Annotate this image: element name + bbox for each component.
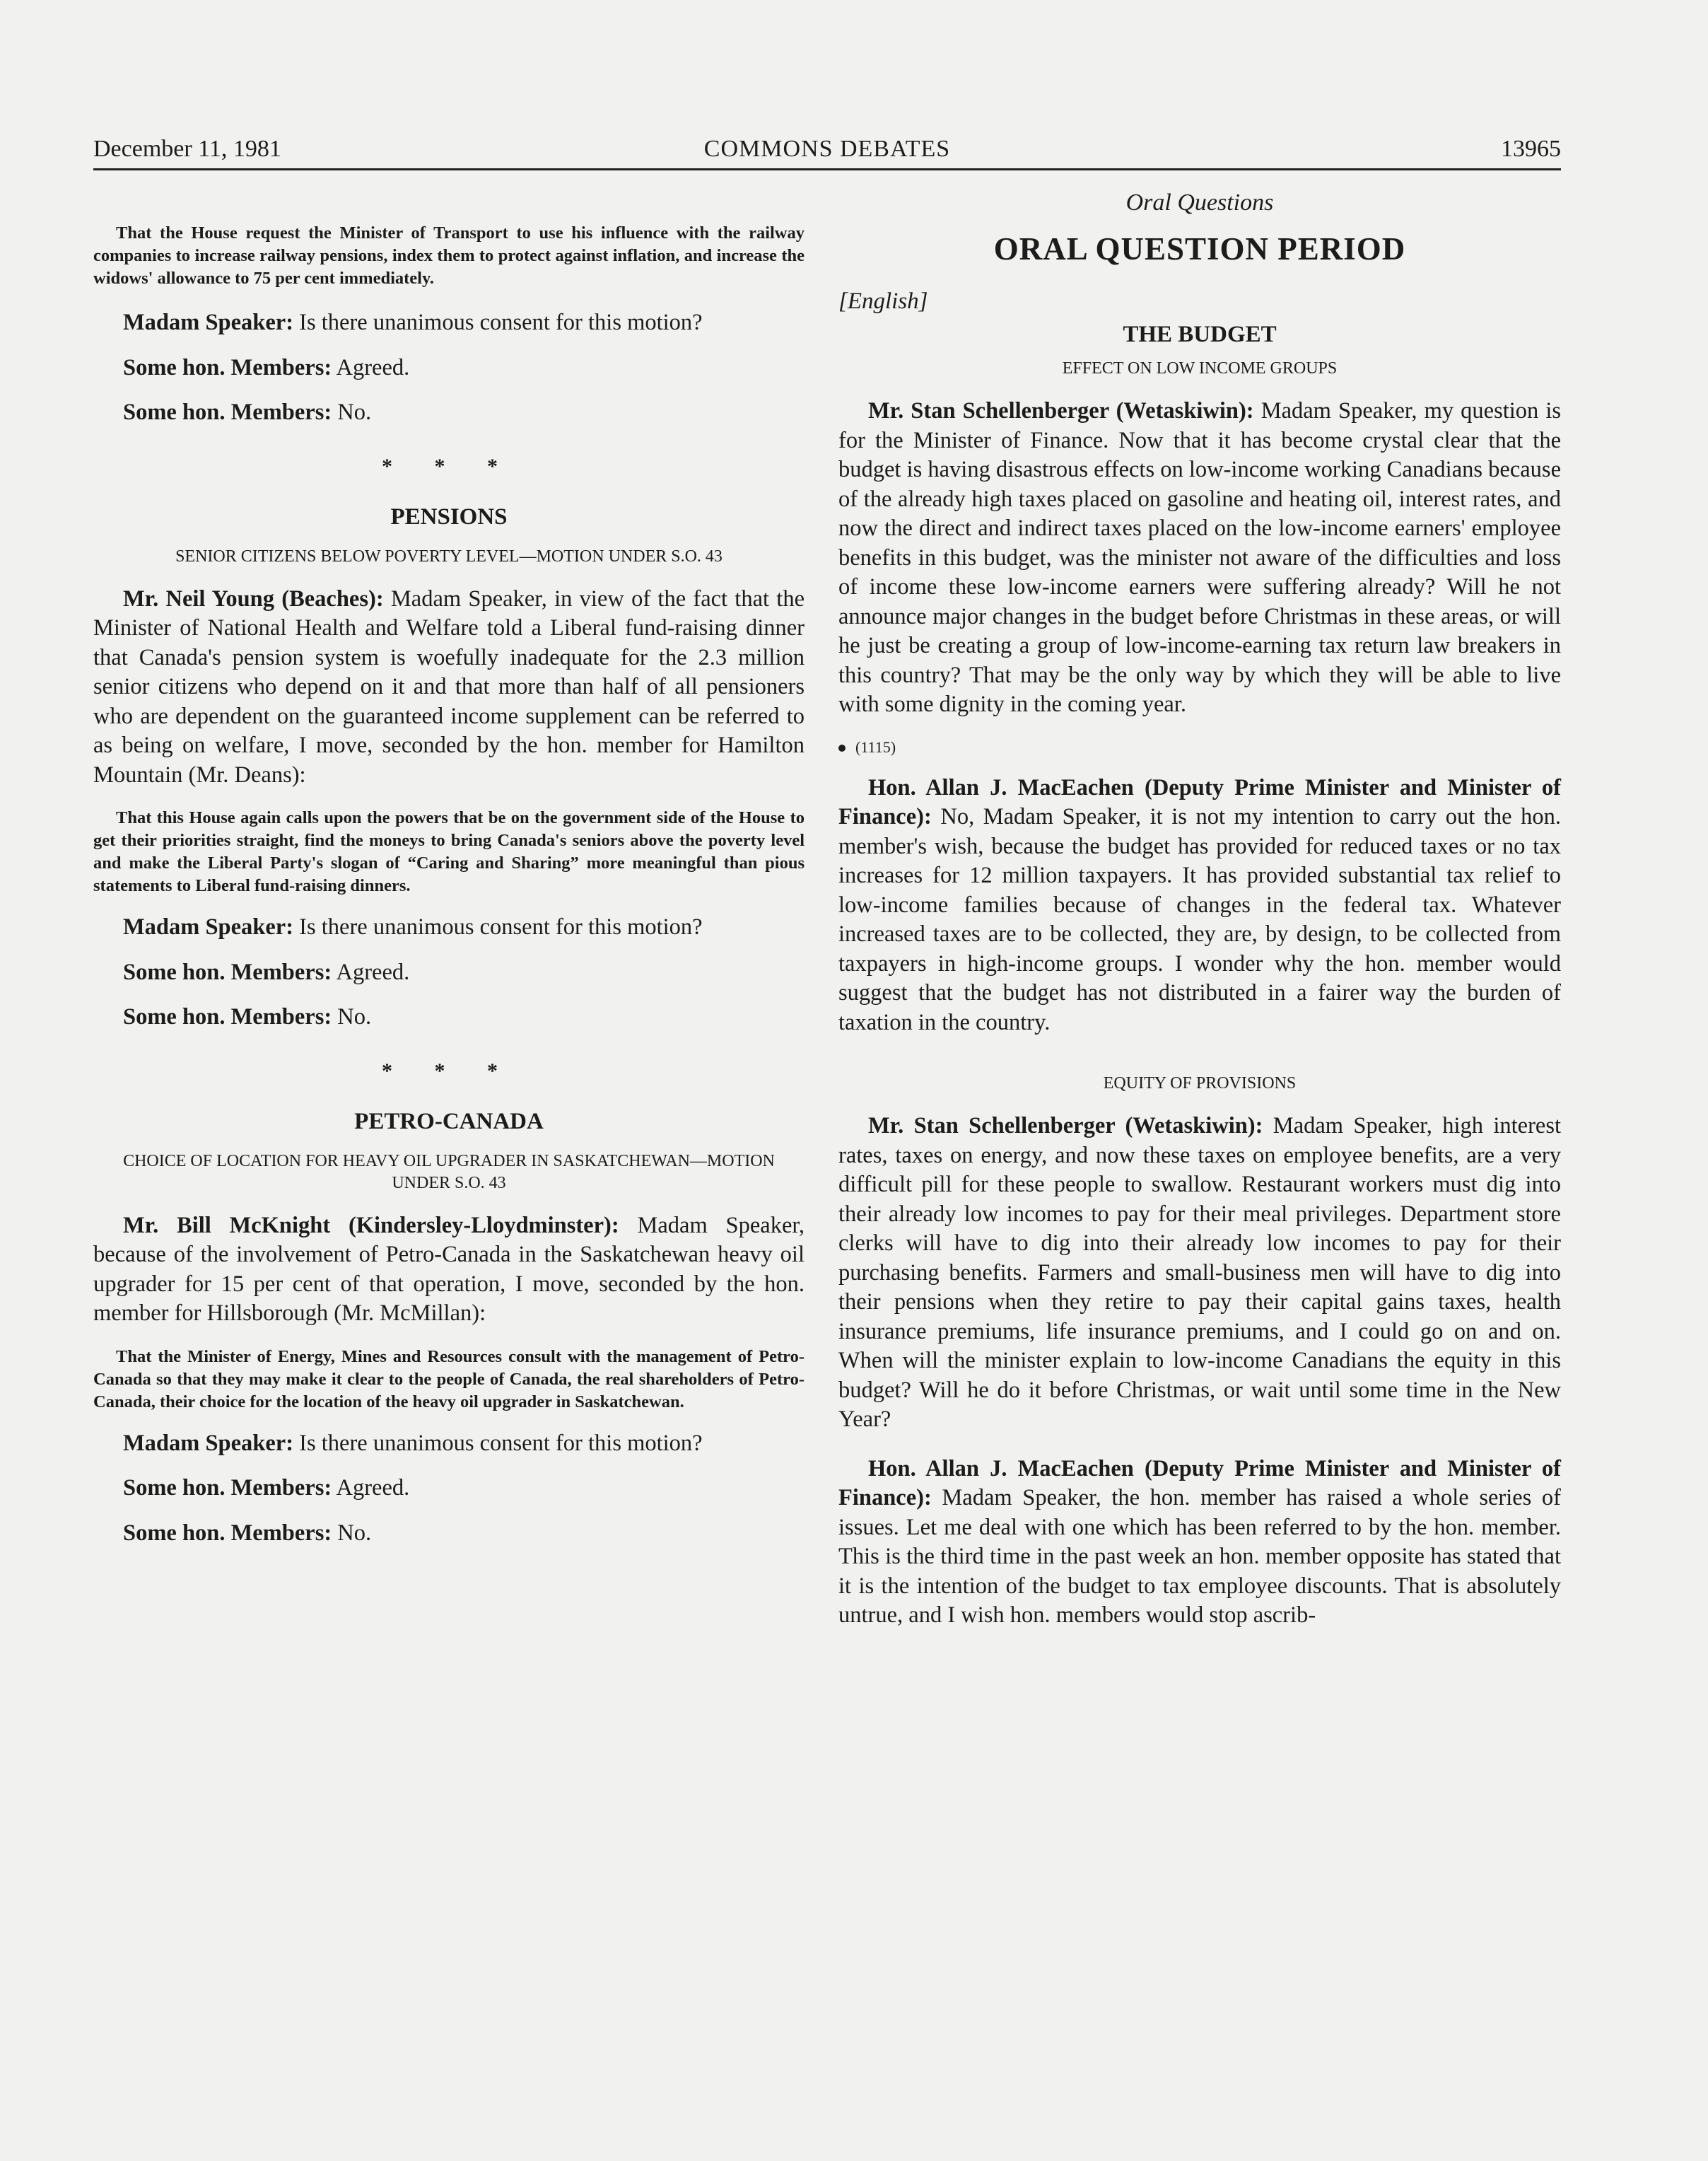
motion-petro-canada-consult: That the Minister of Energy, Mines and Resources consult with the management of Petro-Canada so that they may make it clear to the people of Canada, the real shareholders of Petro-Canada, their choice for the location of the heavy oil upgrader in Saskatchewan. [93, 1346, 805, 1411]
subheading-senior-citizens: SENIOR CITIZENS BELOW POVERTY LEVEL—MOTION UNDER S.O. 43 [175, 547, 723, 566]
speech-maceachen-1 [838, 774, 1561, 1038]
right-column [838, 190, 1561, 1631]
speech-text: No. [337, 1004, 372, 1030]
speech-members-no-1 [93, 398, 805, 428]
speech-neil-young [93, 585, 805, 791]
time-stamp-text: (1115) [855, 738, 896, 756]
speech-members-agreed-2 [93, 958, 805, 988]
speaker-name: Madam Speaker: [123, 1430, 294, 1456]
section-divider-stars: * * * [382, 454, 516, 478]
speech-maceachen-2 [838, 1455, 1561, 1631]
speech-members-no-3 [93, 1519, 805, 1549]
speech-text: Is there unanimous consent for this motion? [299, 1430, 703, 1456]
speech-text: Agreed. [336, 959, 410, 985]
speech-madam-speaker-1 [93, 308, 805, 338]
speech-text: No, Madam Speaker, it is not my intention to carry out the hon. member's wish, because the budget has provided for reduced taxes or no tax increases for 12 million taxpayers. It has provided substantial tax relief to low-income families because of changes in the federal tax. Whatever increased taxes are to be collected, they are, by design, to be collected from taxpayers in high-income groups. I wonder why the hon. member would suggest that the budget has not distributed in a fairer way the burden of taxation in the country. [838, 804, 1562, 1035]
heading-the-budget: THE BUDGET [1123, 322, 1277, 347]
speech-text: Madam Speaker, in view of the fact that the Minister of National Health and Welfare told a Liberal fund-raising dinner that Canada's pension system is woefully inadequate for the 2.3 million senior citizens who depend on it and that more than half of all pensioners who are dependent on the guaranteed income supplement can be referred to as being on welfare, I move, seconded by the hon. member for Hamilton Mountain (Mr. Deans): [93, 586, 805, 788]
speaker-name: Some hon. Members: [123, 400, 332, 425]
speech-text: Is there unanimous consent for this motion? [299, 914, 703, 940]
speech-members-no-2 [93, 1003, 805, 1032]
speaker-name: Mr. Bill McKnight (Kindersley-Lloydminster): [123, 1212, 619, 1238]
time-stamp [838, 738, 1561, 757]
header-page-number: 13965 [1501, 136, 1561, 162]
header-date: December 11, 1981 [93, 136, 281, 162]
speech-text: No. [337, 400, 372, 425]
heading-oral-question-period: ORAL QUESTION PERIOD [993, 231, 1406, 267]
section-label-oral-questions: Oral Questions [1125, 190, 1274, 216]
speech-text: Madam Speaker, high interest rates, taxes on energy, and now these taxes on employee benefits, are a very difficult pill for these people to swallow. Restaurant workers must dig into their already low incomes to pay for their meal privileges. Department store clerks will have to dig into their already low incomes to pay for their purchasing benefits. Farmers and small-business men will have to dig into their pensions when they retire to pay their capital gains taxes, health insurance premiums, life insurance premiums, and I could go on and on. When will the minister explain to low-income Canadians the equity in this budget? Will he do it before Christmas, or wait until some time in the New Year? [838, 1113, 1562, 1432]
speech-text: Madam Speaker, the hon. member has raised a whole series of issues. Let me deal with one which has been referred to by the hon. member. This is the third time in the past week an hon. member opposite has stated that it is the intention of the budget to tax employee discounts. That is absolutely untrue, and I wish hon. members would stop ascrib- [838, 1485, 1561, 1628]
speaker-name: Mr. Neil Young (Beaches): [123, 586, 384, 612]
speaker-name: Some hon. Members: [123, 959, 332, 985]
left-column [93, 190, 805, 1548]
speaker-name: Mr. Stan Schellenberger (Wetaskiwin): [868, 1113, 1263, 1138]
speech-text: Madam Speaker, because of the involvement of Petro-Canada in the Saskatchewan heavy oil upgrader for 15 per cent of that operation, I move, seconded by the hon. member for Hillsborough (Mr. McMillan): [93, 1212, 805, 1326]
header-title: COMMONS DEBATES [703, 136, 951, 162]
speaker-name: Madam Speaker: [123, 310, 294, 335]
speaker-name: Hon. Allan J. MacEachen (Deputy Prime Minister and Minister of Finance): [838, 774, 1561, 829]
speech-text: Madam Speaker, my question is for the Minister of Finance. Now that it has become crystal clear that the budget is having disastrous effects on low-income working Canadians because of the already high taxes placed on gasoline and heating oil, interest rates, and now the direct and indirect taxes placed on the low-income earners' employee benefits in this budget, was the minister not aware of the difficulties and loss of income these low-income earners were suffering already? Will he not announce major changes in the budget before Christmas in these areas, or will he just be creating a group of low-income-earning tax return law breakers in this country? That may be the only way by which they will be able to live with some dignity in the coming year. [838, 398, 1562, 717]
speech-text: Agreed. [336, 1475, 410, 1501]
motion-railway-pensions: That the House request the Minister of Transport to use his influence with the railway companies to increase railway pensions, index them to protect against inflation, and increase the widows' allowance to 75 per cent immediately. [93, 223, 805, 288]
subheading-equity-of-provisions: EQUITY OF PROVISIONS [1103, 1074, 1297, 1093]
heading-petro-canada: PETRO-CANADA [354, 1108, 544, 1134]
speaker-name: Mr. Stan Schellenberger (Wetaskiwin): [868, 398, 1254, 424]
bullet-dot-icon [838, 745, 846, 752]
heading-pensions: PENSIONS [390, 503, 508, 530]
speech-bill-mcknight [93, 1211, 805, 1329]
subheading-heavy-oil-upgrader: CHOICE OF LOCATION FOR HEAVY OIL UPGRADER IN SASKATCHEWAN—MOTION UNDER S.O. 43 [123, 1151, 775, 1192]
speech-text: Is there unanimous consent for this motion? [299, 310, 703, 335]
speaker-name: Some hon. Members: [123, 1004, 332, 1030]
motion-seniors-poverty: That this House again calls upon the powers that be on the government side of the House to get their priorities straight, find the moneys to bring Canada's seniors above the poverty level and make the Liberal Party's slogan of “Caring and Sharing” more meaningful than pious statements to Liberal fund-raising dinners. [93, 808, 805, 895]
language-marker: [English] [838, 289, 928, 314]
speaker-name: Some hon. Members: [123, 354, 332, 380]
speech-madam-speaker-2 [93, 913, 805, 943]
speech-text: Agreed. [336, 354, 410, 380]
speaker-name: Some hon. Members: [123, 1520, 332, 1546]
speech-text: No. [337, 1520, 372, 1546]
speaker-name: Hon. Allan J. MacEachen (Deputy Prime Minister and Minister of Finance): [838, 1455, 1561, 1510]
speaker-name: Madam Speaker: [123, 914, 294, 940]
page-header [93, 132, 1561, 170]
section-divider-stars: * * * [382, 1059, 516, 1083]
speech-members-agreed-1 [93, 354, 805, 383]
speech-madam-speaker-3 [93, 1429, 805, 1459]
speech-members-agreed-3 [93, 1474, 805, 1503]
speaker-name: Some hon. Members: [123, 1475, 332, 1501]
speech-schellenberger-1 [838, 397, 1561, 720]
speech-schellenberger-2 [838, 1112, 1561, 1435]
subheading-low-income-groups: EFFECT ON LOW INCOME GROUPS [1062, 359, 1338, 378]
